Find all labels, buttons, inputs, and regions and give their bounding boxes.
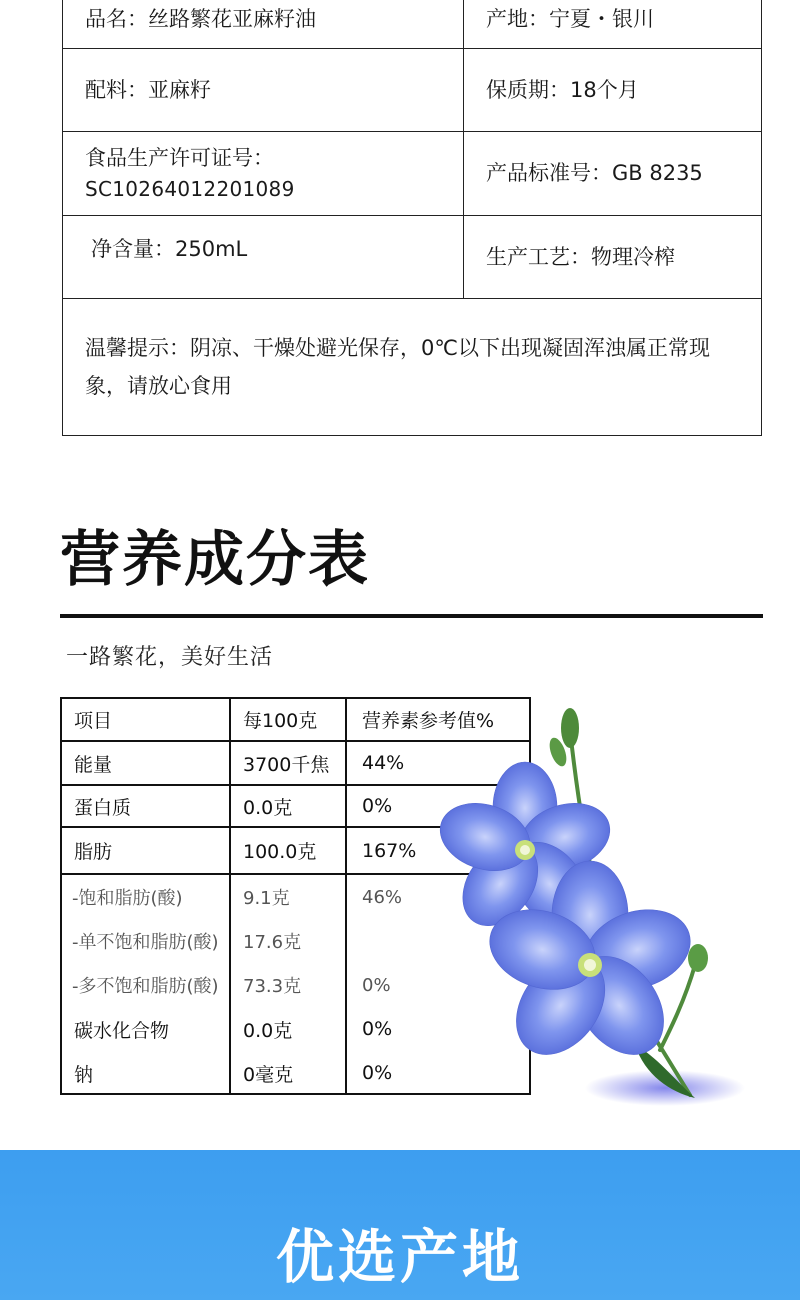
header-nrv: 营养素参考值% (362, 710, 495, 732)
row-nrv: 0% (362, 974, 391, 996)
row-nrv: 167% (362, 839, 417, 862)
product-net-content: 净含量：250mL (91, 237, 248, 261)
row-item: 碳水化合物 (74, 1019, 170, 1042)
banner-title: 优选产地 (275, 1223, 524, 1291)
row-per100: 0毫克 (243, 1063, 294, 1086)
row-nrv: 46% (362, 886, 403, 908)
row-per100: 0.0克 (243, 1019, 293, 1042)
slogan: 一路繁花，美好生活 (66, 645, 274, 670)
row-item: 脂肪 (74, 841, 113, 863)
row-item: -单不饱和脂肪(酸) (72, 932, 219, 953)
product-name: 品名：丝路繁花亚麻籽油 (85, 7, 316, 31)
flax-flower-illustration (430, 700, 760, 1120)
row-item: 蛋白质 (74, 796, 132, 819)
product-info-table (62, 0, 762, 436)
row-nrv: 0% (362, 1018, 393, 1040)
header-item: 项目 (74, 710, 113, 732)
origin-banner (0, 1150, 800, 1300)
row-nrv: 0% (362, 795, 393, 817)
title-divider (60, 614, 763, 618)
license-label: 食品生产许可证号： (85, 145, 274, 170)
row-per100: 17.6克 (243, 932, 302, 953)
header-per100: 每100克 (243, 710, 318, 732)
product-process: 生产工艺：物理冷榨 (463, 216, 761, 298)
row-nrv: 0% (362, 1062, 393, 1084)
row-per100: 0.0克 (243, 796, 293, 819)
row-nrv: 44% (362, 752, 405, 774)
info-row-license (63, 132, 761, 216)
storage-tip: 温馨提示：阴凉、干燥处避光保存，0℃以下出现凝固浑浊属正常现象，请放心食用 (85, 336, 710, 398)
info-row-tip (63, 299, 761, 437)
nutrition-title: 营养成分表 (60, 525, 370, 595)
row-item: -饱和脂肪(酸) (72, 888, 183, 909)
product-origin: 产地：宁夏・银川 (463, 0, 761, 48)
row-item: 能量 (74, 753, 113, 776)
info-row-ingredients (63, 49, 761, 132)
row-item: 钠 (74, 1063, 94, 1086)
license-number: SC10264012201089 (85, 176, 295, 201)
product-ingredients: 配料：亚麻籽 (85, 77, 211, 102)
row-item: -多不饱和脂肪(酸) (72, 976, 219, 997)
product-standard: 产品标准号：GB 8235 (463, 132, 761, 215)
row-per100: 3700千焦 (243, 753, 330, 776)
row-per100: 73.3克 (243, 976, 302, 997)
info-row-name (63, 0, 761, 49)
info-row-net-content (63, 216, 761, 299)
product-shelf-life: 保质期：18个月 (463, 49, 761, 131)
product-license (63, 132, 463, 215)
row-per100: 100.0克 (243, 841, 317, 863)
row-per100: 9.1克 (243, 888, 290, 909)
